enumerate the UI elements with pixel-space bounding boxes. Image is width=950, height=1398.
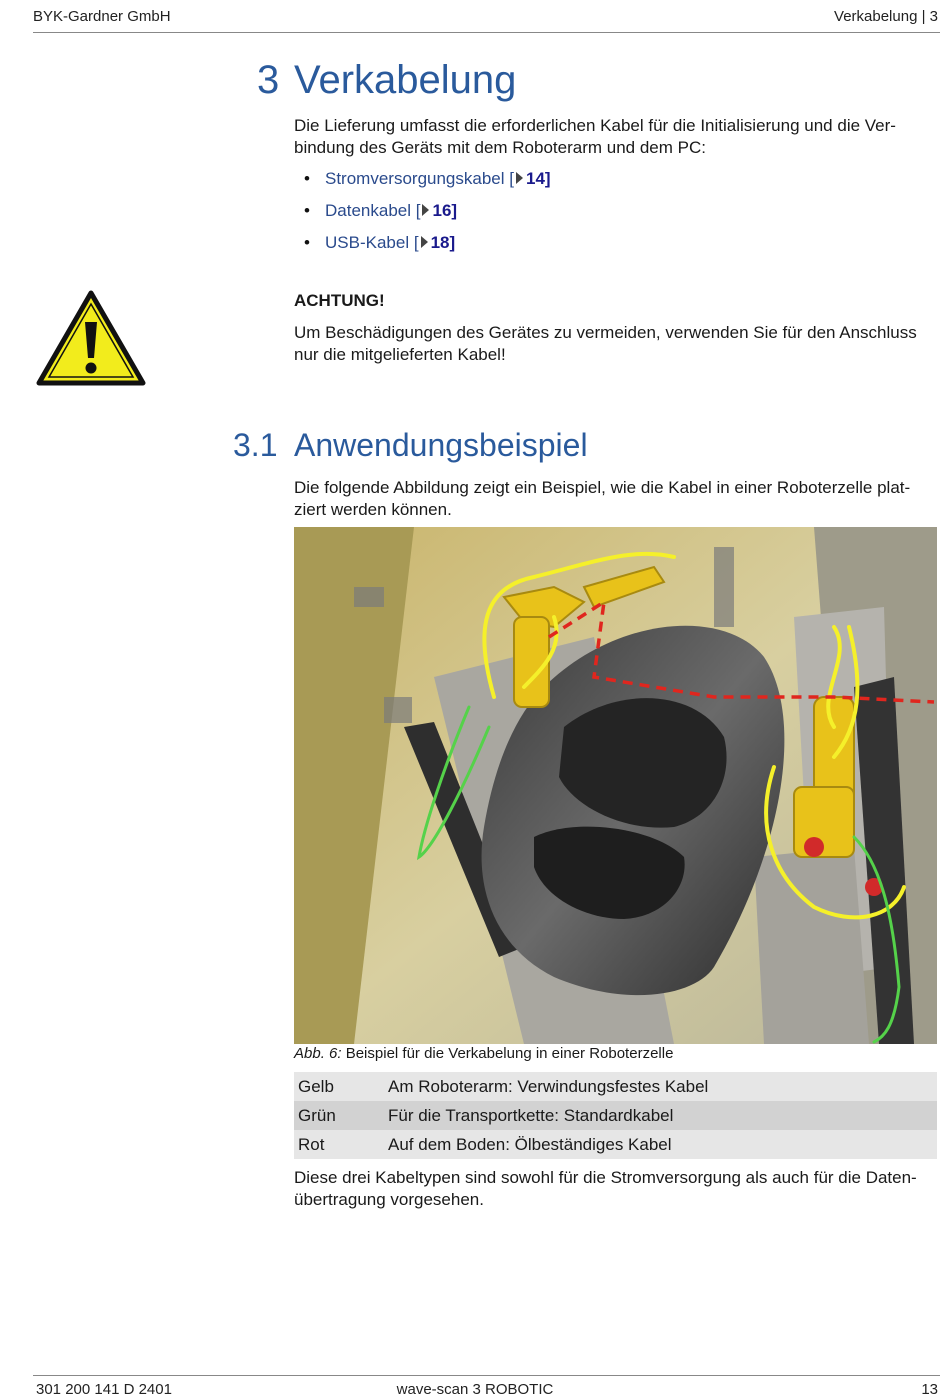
closing-line-1: Diese drei Kabeltypen sind sowohl für die Stromversorgung als auch für die Daten-	[294, 1168, 917, 1187]
header-chapter: Verkabelung | 3	[834, 8, 938, 25]
bullet-icon: •	[304, 201, 310, 220]
cable-color-table	[294, 1072, 937, 1159]
cell-color: Rot	[294, 1130, 384, 1159]
cell-color: Grün	[294, 1101, 384, 1130]
closing-paragraph	[294, 1167, 934, 1211]
warning-title: ACHTUNG!	[294, 291, 385, 310]
bullet-icon: •	[304, 233, 310, 252]
footer-divider	[33, 1375, 940, 1376]
section-title: Verkabelung	[294, 58, 517, 102]
table-row	[294, 1101, 937, 1130]
cable-link-usb[interactable]: USB-Kabel	[325, 233, 410, 252]
footer-doc-number: 301 200 141 D 2401	[36, 1381, 172, 1398]
ref-bracket: [	[509, 169, 514, 188]
cable-list	[294, 167, 551, 263]
ref-bracket: [	[415, 201, 421, 220]
arrow-right-icon	[421, 236, 428, 248]
cable-link-power[interactable]: Stromversorgungskabel	[325, 169, 505, 188]
cable-link-data[interactable]: Datenkabel	[325, 201, 412, 220]
subsection-title: Anwendungsbeispiel	[294, 427, 588, 463]
caption-text: Beispiel für die Verkabelung in einer Roboterzelle	[341, 1045, 674, 1062]
section-number: 3	[257, 58, 280, 102]
section-intro-line-1: Die Lieferung umfasst die erforderlichen Kabel für die Initialisierung und die Ver-	[294, 116, 896, 135]
page-ref-link[interactable]: 16]	[432, 201, 458, 220]
section-intro-line-2: bindung des Geräts mit dem Roboterarm und dem PC:	[294, 138, 706, 157]
footer-page-number: 13	[921, 1381, 938, 1398]
figure-caption	[294, 1045, 673, 1062]
arrow-right-icon	[516, 172, 523, 184]
arrow-right-icon	[422, 204, 429, 216]
warning-triangle-icon	[36, 290, 146, 386]
subsection-intro-line-2: ziert werden können.	[294, 500, 452, 519]
subsection-number: 3.1	[233, 427, 278, 463]
table-row	[294, 1072, 937, 1101]
subsection-intro-line-1: Die folgende Abbildung zeigt ein Beispiel, wie die Kabel in einer Roboterzelle plat-	[294, 478, 911, 497]
cell-color: Gelb	[294, 1072, 384, 1101]
cell-description: Auf dem Boden: Ölbeständiges Kabel	[384, 1130, 937, 1159]
header-company: BYK-Gardner GmbH	[33, 8, 171, 25]
cell-description: Am Roboterarm: Verwindungsfestes Kabel	[384, 1072, 937, 1101]
warning-text	[294, 322, 934, 366]
robot-cell-photo	[294, 527, 937, 1044]
caption-prefix: Abb. 6:	[294, 1045, 342, 1062]
list-item[interactable]	[294, 231, 551, 263]
closing-line-2: übertragung vorgesehen.	[294, 1190, 484, 1209]
table-row	[294, 1130, 937, 1159]
list-item[interactable]	[294, 167, 551, 199]
ref-bracket: [	[413, 233, 419, 252]
page-ref-link[interactable]: 14]	[526, 169, 551, 188]
header-divider	[33, 32, 940, 33]
warning-line-1: Um Beschädigungen des Gerätes zu vermeiden, verwenden Sie für den Anschluss	[294, 323, 917, 342]
bullet-icon: •	[304, 169, 310, 188]
subsection-intro	[294, 477, 934, 521]
page-ref-link[interactable]: 18]	[430, 233, 456, 252]
cell-description: Für die Transportkette: Standardkabel	[384, 1101, 937, 1130]
list-item[interactable]	[294, 199, 551, 231]
footer-product: wave-scan 3 ROBOTIC	[396, 1381, 554, 1398]
warning-line-2: nur die mitgelieferten Kabel!	[294, 345, 506, 364]
section-intro	[294, 115, 934, 159]
